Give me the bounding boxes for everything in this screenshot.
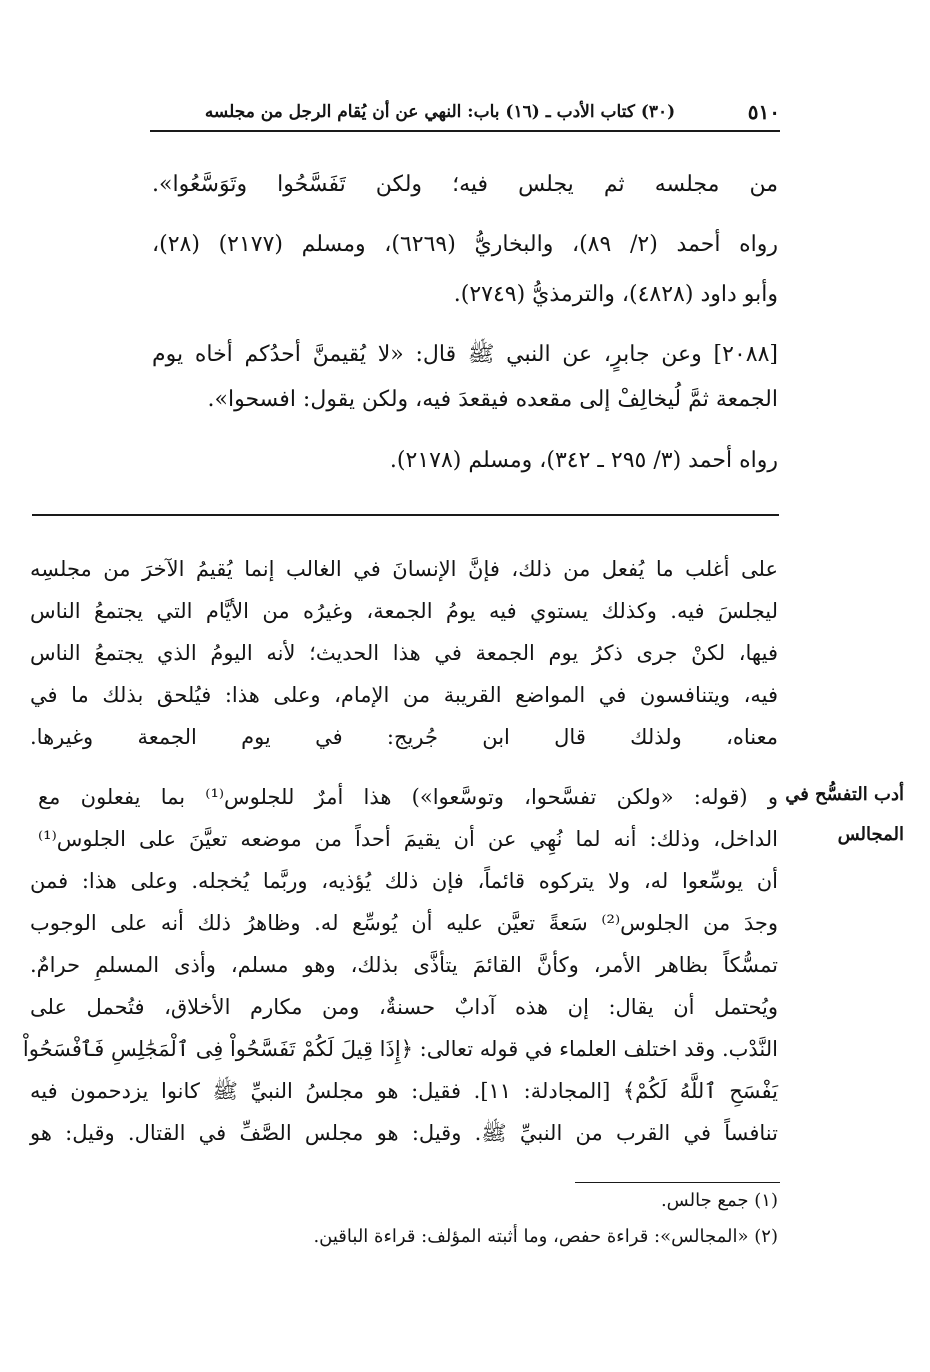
hadith-line: وأبو داود (٤٨٢٨)، والترمذيُّ (٢٧٤٩). xyxy=(453,282,778,307)
footnote: (٢) «المجالس»: قراءة حفص، وما أثبته المؤلف: قراءة الباقين. xyxy=(313,1226,778,1247)
hadith-line: من مجلسه ثم يجلس فيه؛ ولكن تَفَسَّحُوا وتَوَسَّعُوا». xyxy=(152,172,778,197)
commentary-line: الداخل، وذلك: أنه لما نُهِي عن أن يقيمَ أحداً من موضعه تعيَّنَ على الجلوس⁽¹⁾ xyxy=(38,827,778,851)
hadith-line: رواه أحمد (٣/ ٢٩٥ ـ ٣٤٢)، ومسلم (٢١٧٨). xyxy=(389,448,778,473)
commentary-line: النَّدْب. وقد اختلف العلماء في قوله تعالى: ﴿إِذَا قِيلَ لَكُمْ تَفَسَّحُواْ فِى ٱلْمَجَٰلِسِ فَٱفْسَحُواْ xyxy=(22,1037,778,1061)
commentary-line: و (قوله: «ولكن تفسَّحوا، وتوسَّعوا») هذا أمرٌ للجلوس⁽¹⁾ بما يفعلون مع xyxy=(38,785,778,809)
commentary-line: معناه، ولذلك قال ابن جُريج: في يوم الجمعة وغيرها. xyxy=(30,725,778,749)
commentary-line: تمسُّكاً بظاهر الأمر، وكأنَّ القائمَ يتأذَّى بذلك، وهو مسلم، وأذى المسلمِ حرامٌ. xyxy=(30,953,778,977)
commentary-line: وجدَ من الجلوس⁽²⁾ سَعةً تعيَّن عليه أن يُوسِّع له. وظاهرُ ذلك أنه على الوجوب xyxy=(30,911,778,935)
hadith-line: الجمعة ثمَّ لُيخالِفْ إلى مقعده فيقعدَ فيه، ولكن يقول: افسحوا». xyxy=(207,387,778,412)
section-divider xyxy=(32,514,779,516)
commentary-line: أن يوسِّعوا له، ولا يتركوه قائماً، فإن ذلك يُؤذيه، وربَّما يُخجله. وعلى هذا: فمن xyxy=(30,869,778,893)
commentary-line: ليجلسَ فيه. وكذلك يستوي فيه يومُ الجمعة، وغيرُه من الأيَّام التي يجتمعُ الناس xyxy=(30,599,778,623)
side-heading-line-1: أدب التفسُّح في xyxy=(785,784,904,805)
side-heading-line-2: المجالس xyxy=(837,824,904,845)
page-number: ٥١٠ xyxy=(747,100,780,124)
commentary-line: يَفْسَحِ ٱللَّهُ لَكُمْ﴾ [المجادلة: ١١]. فقيل: هو مجلسُ النبيِّ ﷺ كانوا يزدحمون فيه xyxy=(30,1079,778,1103)
hadith-line: [٢٠٨٨] وعن جابرٍ، عن النبي ﷺ قال: «لا يُقيمنَّ أحدُكم أخاه يوم xyxy=(152,342,778,367)
commentary-line: تنافساً في القرب من النبيِّ ﷺ. وقيل: هو مجلس الصَّفِّ في القتال. وقيل: هو xyxy=(30,1121,778,1145)
commentary-line: فيه، ويتنافسون في المواضع القريبة من الإمام، وعلى هذا: فيُلحق بذلك ما في xyxy=(30,683,778,707)
hadith-line: رواه أحمد (٢/ ٨٩)، والبخاريُّ (٦٢٦٩)، ومسلم (٢١٧٧) (٢٨)، xyxy=(152,232,778,257)
footnote-rule xyxy=(575,1182,780,1183)
commentary-line: فيها، لكنْ جرى ذكرُ يوم الجمعة في هذا الحديث؛ لأنه اليومُ الذي يجتمعُ الناس xyxy=(30,641,778,665)
commentary-line: ويُحتمل أن يقال: إن هذه آدابٌ حسنةٌ، ومن مكارم الأخلاق، فتُحمل على xyxy=(30,995,778,1019)
commentary-line: على أغلب ما يُفعل من ذلك، فإنَّ الإنسانَ في الغالب إنما يُقيمُ الآخرَ من مجلسِه xyxy=(30,557,778,581)
header-rule xyxy=(150,130,780,132)
footnote: (١) جمع جالس. xyxy=(660,1190,778,1211)
running-title: (٣٠) كتاب الأدب ـ (١٦) باب: النهي عن أن يُقام الرجل من مجلسه xyxy=(204,102,676,122)
